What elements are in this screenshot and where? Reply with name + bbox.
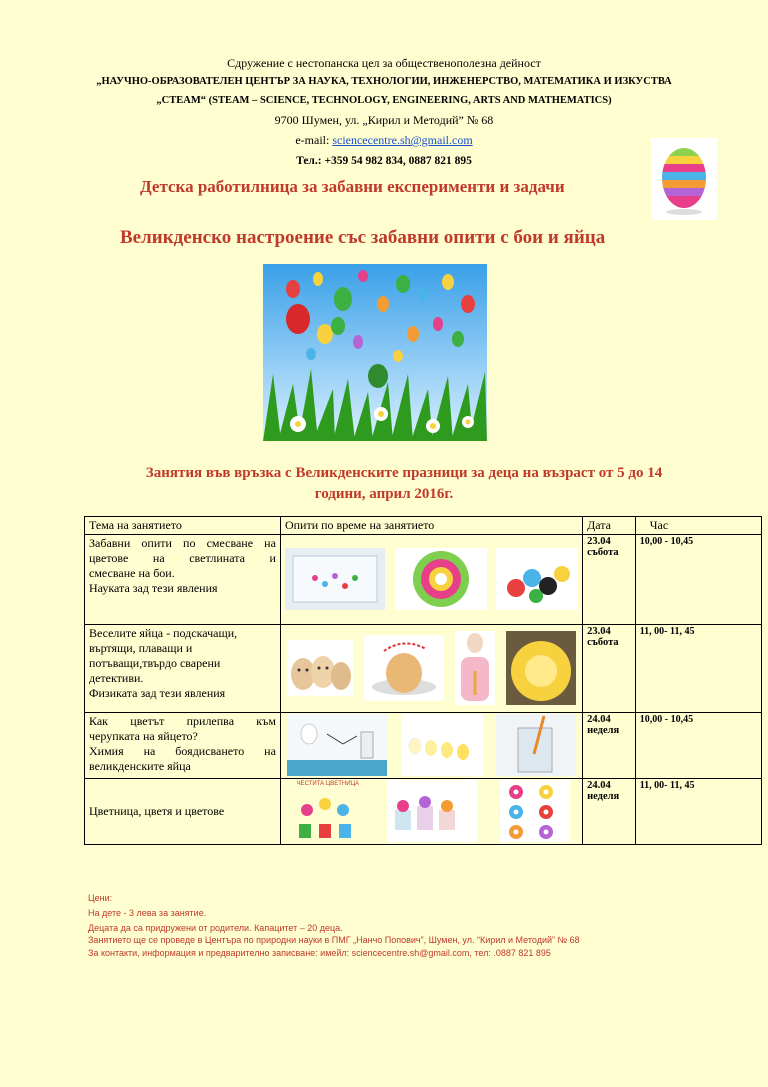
- subtitle-line-1: Занятия във връзка с Великденските празници за деца на възраст от 5 до 14: [145, 465, 663, 481]
- topic-line: Химия на боядисването на: [89, 744, 276, 758]
- easter-egg-image: [651, 138, 717, 220]
- schedule-table: [84, 516, 762, 845]
- paper-flowers-photo: [500, 780, 570, 842]
- date-value: 24.04: [587, 780, 611, 791]
- table-row: [85, 535, 762, 625]
- header-time: Час: [635, 517, 761, 535]
- topic-line: великденските яйца: [89, 759, 191, 773]
- row-time: 10,00 - 10,45: [635, 535, 761, 625]
- row-images: [280, 779, 582, 845]
- header-date: Дата: [583, 517, 636, 535]
- spinning-egg-photo: [364, 635, 444, 701]
- topic-line: детективи.: [89, 671, 144, 685]
- subtitle-line-2: години, април 2016г.: [314, 486, 454, 502]
- flowers-sign-label: ЧЕСТИТА ЦВЕТНИЦА: [296, 781, 360, 787]
- header-experiments: Опити по време на занятието: [280, 517, 582, 535]
- tsvetnitsa-flowers-photo: [293, 780, 363, 842]
- address: 9700 Шумен, ул. „Кирил и Методий” № 68: [274, 113, 494, 127]
- row-time: 10,00 - 10,45: [635, 713, 761, 779]
- row-date: [583, 535, 636, 625]
- header-topic: Тема на занятието: [85, 517, 281, 535]
- topic-line: Науката зад тези явления: [89, 581, 218, 595]
- date-value: 23.04: [587, 626, 611, 637]
- day-value: неделя: [587, 791, 620, 802]
- row-time: 11, 00- 11, 45: [635, 625, 761, 713]
- egg-in-glass-photo: [506, 631, 576, 705]
- main-title: Великденско настроение със забавни опити с бои и яйца: [120, 227, 606, 248]
- topic-line: черупката на яйцето?: [89, 729, 198, 743]
- dye-glass-photo: [496, 714, 576, 776]
- table-row: [85, 779, 762, 845]
- egg-in-bottle-photo: [455, 631, 495, 705]
- steam-line: „СТЕАМ“ (STEAM – SCIENCE, TECHNOLOGY, ENGINEERING, ARTS AND MATHEMATICS): [156, 95, 612, 106]
- dyed-eggs-row-photo: [401, 714, 483, 776]
- topic-line: потъващи,твърдо сварени: [89, 656, 221, 670]
- table-header-row: [85, 517, 762, 535]
- org-line: Сдружение с нестопанска цел за общественополезна дейност: [227, 56, 541, 70]
- molecule-photo: [287, 714, 387, 776]
- row-topic: [85, 713, 281, 779]
- price-per-child: На дете - 3 лева за занятие.: [88, 908, 207, 918]
- topic-line: Забавни опити по смесване на: [89, 536, 276, 550]
- workshop-title: Детска работилница за забавни експерименти и задачи: [140, 177, 565, 196]
- day-value: събота: [587, 637, 619, 648]
- date-value: 24.04: [587, 714, 611, 725]
- table-row: [85, 713, 762, 779]
- date-value: 23.04: [587, 536, 611, 547]
- day-value: неделя: [587, 725, 620, 736]
- color-mixing-photo: [285, 548, 385, 610]
- day-value: събота: [587, 547, 619, 558]
- row-time: 11, 00- 11, 45: [635, 779, 761, 845]
- flower-cups-photo: [387, 780, 477, 842]
- topic-line: Как цветът прилепва към: [89, 714, 276, 728]
- table-row: [85, 625, 762, 713]
- topic-line: Веселите яйца - подскачащи,: [89, 626, 238, 640]
- easter-eggs-grass-image: [263, 264, 487, 441]
- venue-info: Занятието ще се проведе в Центъра по природни науки в ПМГ „Нанчо Попович”, Шумен, ул. “Кирил и Методий” № 68: [88, 935, 580, 945]
- row-date: [583, 713, 636, 779]
- row-topic: [85, 535, 281, 625]
- color-test-tubes-photo: [496, 548, 578, 610]
- row-date: [583, 625, 636, 713]
- phone-line: Тел.: +359 54 982 834, 0887 821 895: [296, 155, 472, 167]
- prices-label: Цени:: [88, 893, 113, 903]
- topic-line: смесване на бои.: [89, 566, 175, 580]
- row-topic: [85, 779, 281, 845]
- parents-capacity: Децата да са придружени от родители. Капацитет – 20 деца.: [88, 923, 343, 933]
- email-label: e-mail:: [295, 133, 333, 147]
- email-link[interactable]: sciencecentre.sh@gmail.com: [332, 133, 473, 147]
- center-name: „НАУЧНО-ОБРАЗОВАТЕЛЕН ЦЕНТЪР ЗА НАУКА, ТЕХНОЛОГИИ, ИНЖЕНЕРСТВО, МАТЕМАТИКА И ИЗКУСТВА: [96, 76, 672, 87]
- topic-line: Физиката зад тези явления: [89, 686, 226, 700]
- egg-faces-photo: [287, 640, 353, 696]
- row-images: [280, 625, 582, 713]
- topic-line: цветове на светлината и: [89, 551, 276, 565]
- contact-info: За контакти, информация и предварително записване: имейл: sciencecentre.sh@gmail.com, тел: .0887 821 895: [88, 948, 551, 958]
- topic-line: въртящи, плаващи и: [89, 641, 193, 655]
- topic-line: Цветница, цветя и цветове: [89, 804, 225, 818]
- chromatography-photo: [395, 548, 487, 610]
- row-date: [583, 779, 636, 845]
- row-images: [280, 535, 582, 625]
- row-images: [280, 713, 582, 779]
- row-topic: [85, 625, 281, 713]
